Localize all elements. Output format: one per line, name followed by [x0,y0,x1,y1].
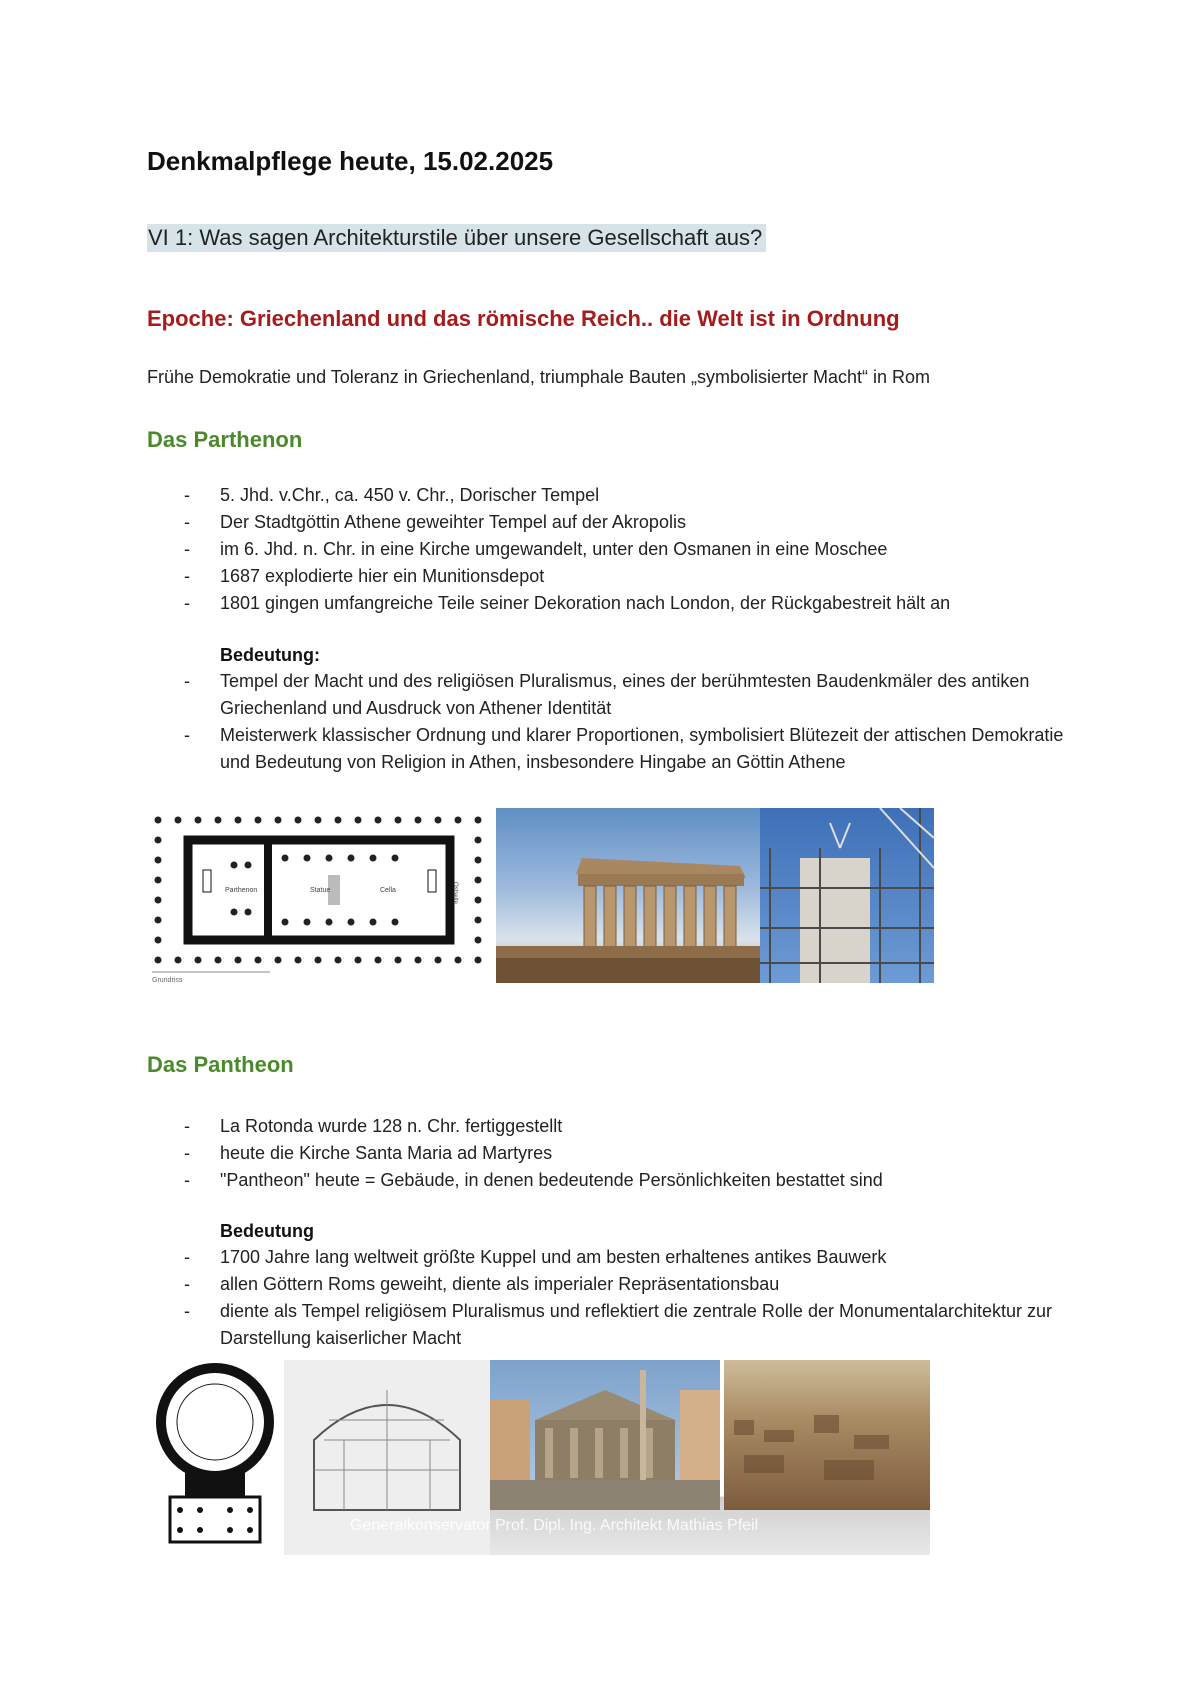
plan-column [348,919,355,926]
plan-column [475,817,482,824]
plan-column [475,937,482,944]
plan-column [392,919,399,926]
plan-column [155,917,162,924]
list-item: - Tempel der Macht und des religiösen Pluralismus, eines der berühmtesten Baudenkmäler des antiken Griechenland und Ausdruck von Athener Identität [147,668,1097,722]
list-item: - Der Stadtgöttin Athene geweihter Tempel auf der Akropolis [147,509,1097,536]
parthenon-photo [496,808,760,983]
plan-column [215,957,222,964]
page-title: Denkmalpflege heute, 15.02.2025 [147,146,554,176]
plan-column [348,855,355,862]
pantheon-plan-drawing [150,1360,280,1555]
plan-column [275,817,282,824]
plan-column [375,957,382,964]
plan-column [175,957,182,964]
plan-label-grundriss: Grundriss [152,977,183,984]
plan-column [315,817,322,824]
plan-column [215,817,222,824]
intro-text: Frühe Demokratie und Toleranz in Griechenland, triumphale Bauten „symbolisierter Macht“ in Rom [147,367,931,387]
list-item: - "Pantheon" heute = Gebäude, in denen bedeutende Persönlichkeiten bestattet sind [147,1167,1097,1194]
plan-column [195,817,202,824]
plan-column [255,957,262,964]
plan-column [395,817,402,824]
plan-column [295,817,302,824]
meaning-label: Bedeutung [220,1221,314,1241]
pantheon-facade-photo [490,1360,720,1510]
plan-column [295,957,302,964]
list-item: - im 6. Jhd. n. Chr. in eine Kirche umgewandelt, unter den Osmanen in eine Moschee [147,536,1097,563]
plan-column [415,957,422,964]
plan-column [282,919,289,926]
plan-column [435,817,442,824]
plan-column [235,817,242,824]
plan-column [475,917,482,924]
plan-column [304,919,311,926]
plan-column [355,817,362,824]
plan-column [370,919,377,926]
plan-column [370,855,377,862]
pantheon-facts [147,1113,1097,1194]
plan-column [155,877,162,884]
watermark-caption: Generalkonservator Prof. Dipl. Ing. Architekt Mathias Pfeil [350,1517,759,1534]
plan-column [155,937,162,944]
scaffolding-illustration [760,808,934,983]
plan-column [315,957,322,964]
list-item: - 1687 explodierte hier ein Munitionsdepot [147,563,1097,590]
meaning-label: Bedeutung: [220,645,320,665]
plan-column [475,957,482,964]
plan-label-parthenon: Parthenon [225,887,258,894]
floor-plan-drawing [150,810,492,985]
plan-column [282,855,289,862]
plan-column [375,817,382,824]
plan-column [155,857,162,864]
plan-column [392,855,399,862]
list-item: - heute die Kirche Santa Maria ad Martyres [147,1140,1097,1167]
plan-column [235,957,242,964]
plan-column [475,837,482,844]
plan-column [355,957,362,964]
rome-panorama-photo [724,1360,930,1510]
plan-label-cella: Cella [380,887,396,894]
plan-column [395,957,402,964]
plan-label-statue: Statue [310,887,331,894]
plan-column [455,957,462,964]
plan-column [155,957,162,964]
subtitle-highlight: VI 1: Was sagen Architekturstile über unsere Gesellschaft aus? [147,224,766,252]
pantheon-heading: Das Pantheon [147,1052,294,1077]
list-item: - 5. Jhd. v.Chr., ca. 450 v. Chr., Dorischer Tempel [147,482,1097,509]
plan-column [195,957,202,964]
plan-column [335,957,342,964]
plan-column [455,817,462,824]
list-item: - Meisterwerk klassischer Ordnung und klarer Proportionen, symbolisiert Blütezeit der attischen Demokratie und Bedeutung von Religion in Athen, insbesondere Hingabe an Göttin Athene [147,722,1097,776]
list-item: - La Rotonda wurde 128 n. Chr. fertiggestellt [147,1113,1097,1140]
list-item: - allen Göttern Roms geweiht, diente als imperialer Repräsentationsbau [147,1271,1097,1298]
plan-column [475,877,482,884]
pantheon-meaning [147,1221,1097,1352]
parthenon-facts [147,482,1097,617]
parthenon-illustration [496,808,760,983]
plan-column [326,919,333,926]
parthenon-floor-plan [150,810,492,985]
plan-column [155,837,162,844]
epoch-heading: Epoche: Griechenland und das römische Reich.. die Welt ist in Ordnung [147,306,900,331]
plan-column [304,855,311,862]
plan-column [335,817,342,824]
plan-column [326,855,333,862]
list-item: - diente als Tempel religiösem Pluralismus und reflektiert die zentrale Rolle der Monumentalarchitektur zur Darstellung kaiserlicher Macht [147,1298,1097,1352]
plan-column [275,957,282,964]
list-item: - 1700 Jahre lang weltweit größte Kuppel und am besten erhaltenes antikes Bauwerk [147,1244,1097,1271]
plan-column [415,817,422,824]
plan-column [435,957,442,964]
plan-label-front: Ostseite [452,882,458,905]
scaffolding-photo [760,808,934,983]
plan-column [475,897,482,904]
list-item: - 1801 gingen umfangreiche Teile seiner Dekoration nach London, der Rückgabestreit hält an [147,590,1097,617]
parthenon-meaning [147,645,1097,776]
pantheon-image-strip [284,1360,930,1555]
plan-column [155,817,162,824]
plan-column [255,817,262,824]
plan-column [155,897,162,904]
pantheon-floor-plan [150,1360,280,1555]
parthenon-heading: Das Parthenon [147,427,303,452]
plan-column [475,857,482,864]
plan-column [175,817,182,824]
